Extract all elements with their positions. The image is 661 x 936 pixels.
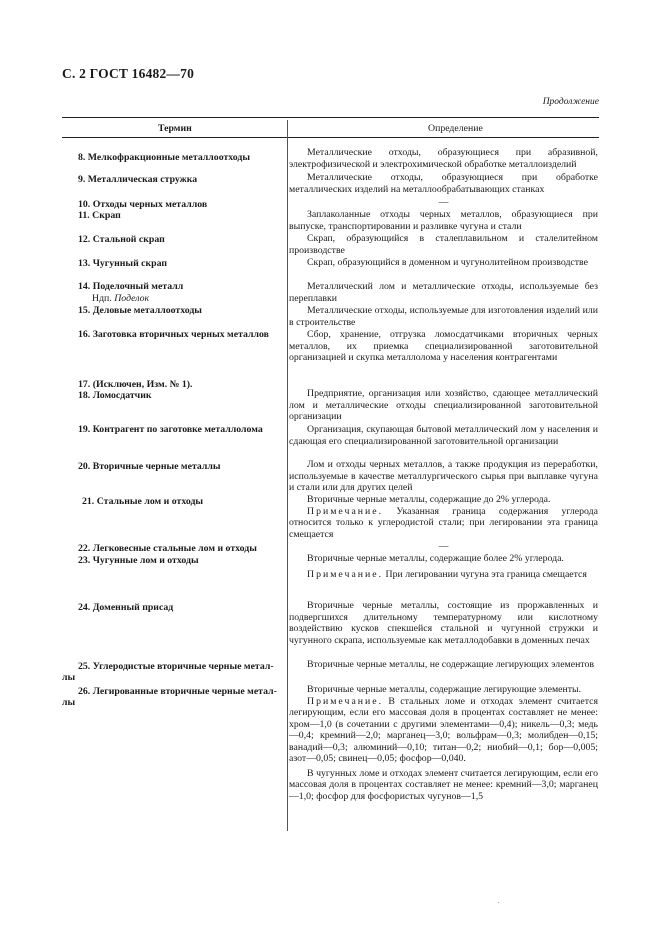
definition-25: Вторичные черные металлы, не содержащие легирующих элементов: [307, 659, 595, 670]
term-8: 8. Мелкофракционные металлоотходы: [78, 152, 251, 163]
table-top-rule: [62, 117, 599, 118]
term-16: 16. Заготовка вторичных черных металлов: [78, 329, 269, 340]
term-20: 20. Вторичные черные металлы: [78, 461, 221, 472]
term-23: 23. Чугунные лом и отходы: [78, 555, 199, 566]
definition-19: Организация, скупающая бытовой металлический лом у населения и сдающая его специализированной заготовительной организации: [289, 424, 598, 447]
continuation-label: Продолжение: [542, 97, 599, 107]
term-24: 24. Доменный присад: [78, 602, 174, 613]
term-19: 19. Контрагент по заготовке металлолома: [78, 424, 263, 435]
definition-21: Вторичные черные металлы, содержащие до 2% углерода. Примечание. Указанная граница содержания углерода относится только к углеродистой стали; при легировании эта граница смещается: [289, 494, 599, 540]
definition-23: Вторичные черные металлы, содержащие более 2% углерода. Примечание. При легировании чугуна эта граница смещается: [307, 553, 587, 580]
term-11: 11. Скрап: [78, 210, 121, 221]
definition-26: Вторичные черные металлы, содержащие легирующие элементы. Примечание. В стальных ломе и отходах элемент считается легирующим, если его массовая доля в процентах составляет не менее: хром—1,0 (в сочетании с другими элементами—0,4); никель—0,3; медь—0,4; кремний—2,0; марганец—3,0; вольфрам—0,3; молибден—0,15; ванадий—0,3; алюминий—0,10; титан—0,2; ниобий—0,1; бор—0,005; азот—0,05; свинец—0,05; фосфор—0,040. В чугунных ломе и отходах элемент считается легирующим, если его массовая доля в процентах составляет не менее: кремний—3,0; марганец—1,0; фосфор для фосфористых чугунов—1,5: [289, 684, 598, 802]
definition-13: Скрап, образующийся в доменном и чугунолитейном производстве: [307, 257, 588, 268]
term-12: 12. Стальной скрап: [78, 234, 165, 245]
term-25-cont: лы: [62, 672, 76, 683]
term-9: 9. Металлическая стружка: [78, 174, 198, 185]
term-10: 10. Отходы черных металлов: [78, 199, 208, 210]
term-14-ndp: Ндп. Поделок: [92, 293, 150, 304]
term-14: 14. Поделочный металл: [78, 281, 184, 292]
term-17: 17. (Исключен, Изм. № 1).: [78, 379, 193, 390]
term-18: 18. Ломосдатчик: [78, 390, 152, 401]
term-26-cont: лы: [62, 697, 76, 708]
column-header-definition: Определение: [428, 123, 483, 134]
definition-10: —: [438, 197, 449, 208]
note-label-26: Примечание.: [307, 695, 384, 707]
table-header-rule: [62, 137, 599, 138]
column-divider: [287, 120, 288, 831]
column-header-term: Термин: [158, 123, 192, 134]
definition-9: Металлические отходы, образующиеся при обработке металлических изделий на металлообрабатывающих станках: [289, 172, 598, 195]
note-label-23: Примечание.: [307, 568, 384, 580]
term-22: 22. Легковесные стальные лом и отходы: [78, 543, 257, 554]
definition-24: Вторичные черные металлы, состоящие из проржавленных и подвергшихся длительному температурному или кислотному воздействию кусков спекшейся стальной и чугунной стружки и чугунного скрапа, используемые как металлодобавки в доменных печах: [289, 600, 598, 646]
definition-16: Сбор, хранение, отгрузка ломосдатчиками вторичных черных металлов, их приемка специализированной заготовительной организацией и скупка металлолома у населения контрагентами: [289, 329, 598, 363]
term-15: 15. Деловые металлоотходы: [78, 305, 202, 316]
term-25: 25. Углеродистые вторичные черные метал-: [78, 661, 274, 672]
note-label-21: Примечание.: [307, 505, 384, 517]
definition-15: Металлические отходы, используемые для изготовления изделий или в строительстве: [289, 305, 598, 328]
definition-14: Металлический лом и металлические отходы, используемые без переплавки: [289, 281, 598, 304]
term-13: 13. Чугунный скрап: [78, 258, 168, 269]
definition-11: Заплаколанные отходы черных металлов, образующиеся при выпуске, транспортировании и разливке чугуна и стали: [289, 209, 598, 232]
definition-18: Предприятие, организация или хозяйство, сдающее металлический лом и металлические отходы специализированной заготовительной организации: [289, 388, 598, 422]
term-26: 26. Легированные вторичные черные метал-: [78, 686, 277, 697]
term-21: 21. Стальные лом и отходы: [82, 496, 204, 507]
page-title: С. 2 ГОСТ 16482—70: [62, 66, 195, 81]
definition-12: Скрап, образующийся в сталеплавильном и сталелитейном производстве: [289, 233, 598, 256]
definition-20: Лом и отходы черных металлов, а также продукция из переработки, используемые в качестве металлургического сырья при выплавке чугуна и стали или для других целей: [289, 459, 598, 493]
definition-22: —: [438, 541, 449, 552]
definition-8: Металлические отходы, образующиеся при абразивной, электрофизической и электрохимической обработке металлоизделий: [289, 147, 598, 170]
page-mark: .: [498, 899, 500, 905]
